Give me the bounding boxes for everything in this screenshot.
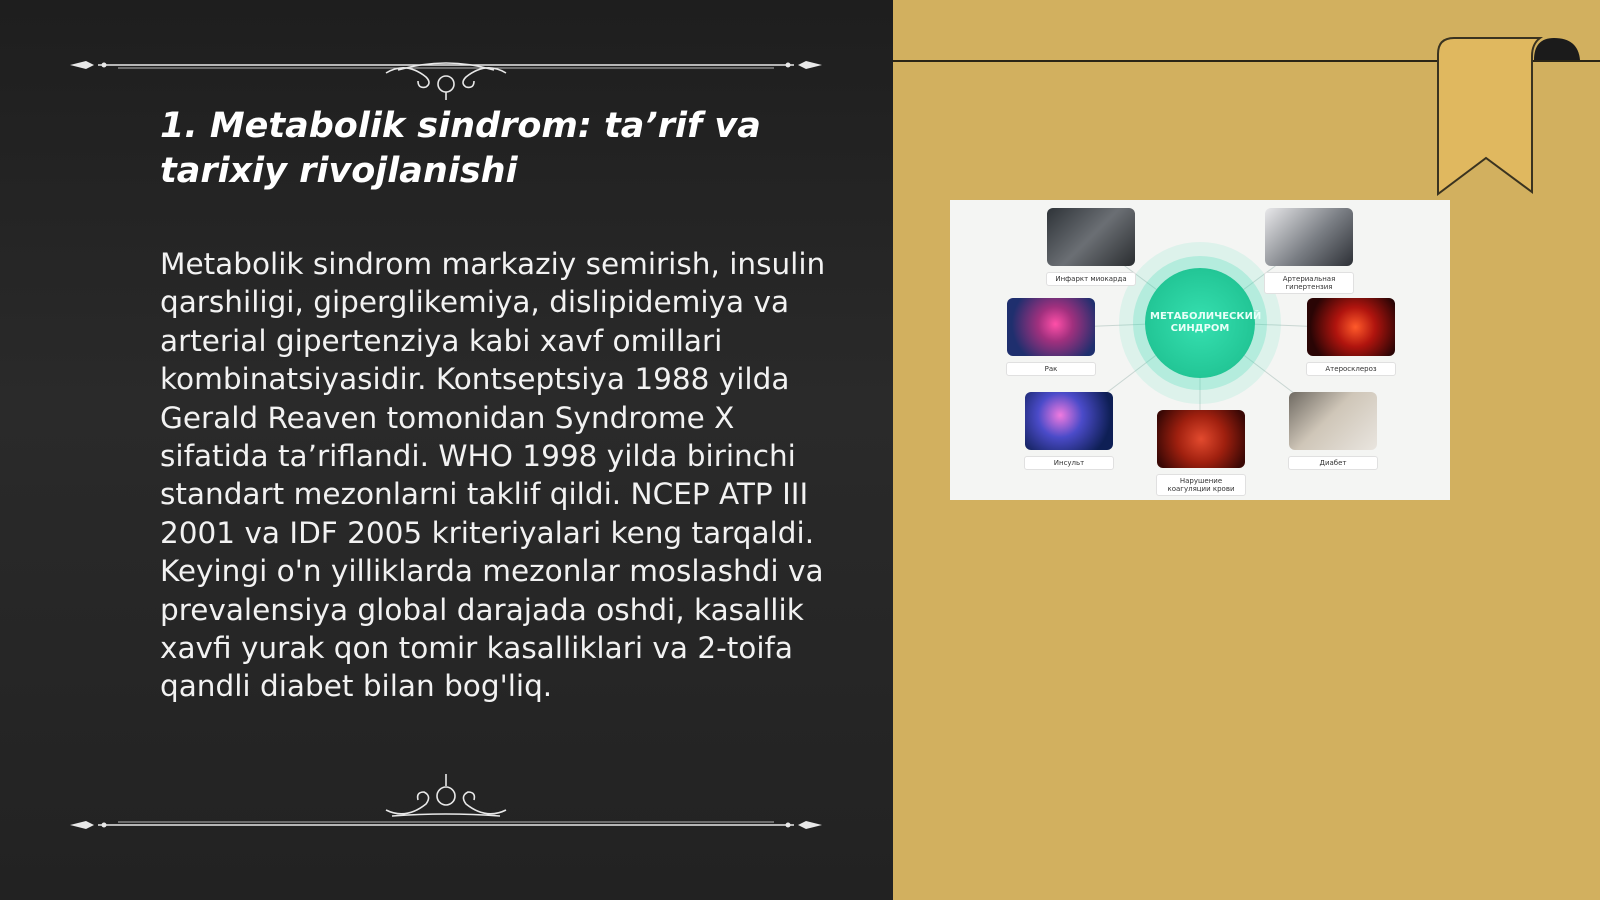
slide-title: 1. Metabolik sindrom: ta’rif va tarixiy rivojlanishi <box>160 106 761 191</box>
center-node-label: МЕТАБОЛИЧЕСКИЙ СИНДРОМ <box>1150 311 1262 334</box>
node-stroke <box>1024 392 1114 470</box>
node-myocardial-infarction <box>1046 208 1136 286</box>
node-diabetes <box>1288 392 1378 470</box>
top-ornament-divider <box>68 40 824 100</box>
node-atherosclerosis <box>1306 298 1396 376</box>
node-label: Нарушение коагуляции крови <box>1156 474 1246 496</box>
node-cancer <box>1006 298 1096 376</box>
bottom-ornament-divider <box>68 770 824 830</box>
slide-body-text: Metabolik sindrom markaziy semirish, insulin qarshiligi, giperglikemiya, dislipidemiya va arterial gipertenziya kabi xavf omillari kombinatsiyasidir. Kontseptsiya 1988 yilda Gerald Reaven tomonidan Syndrome X sifatida ta’riflandi. WHO 1998 yilda birinchi standart mezonlarni taklif qildi. NCEP ATP III 2001 va IDF 2005 kriteriyalari keng tarqaldi. Keyingi o'n yilliklarda mezonlar moslashdi va prevalensiya global darajada oshdi, kasallik xavfi yurak qon tomir kasalliklari va 2-toifa qandli diabet bilan bog'liq. <box>160 247 826 704</box>
node-label: Артериальная гипертензия <box>1264 272 1354 294</box>
blood-cells-photo-icon <box>1157 410 1245 468</box>
node-label: Диабет <box>1288 456 1378 470</box>
node-label: Атеросклероз <box>1306 362 1396 376</box>
center-node <box>1145 268 1262 378</box>
metabolic-syndrome-diagram <box>950 200 1450 500</box>
glowing-brain-head-photo-icon <box>1025 392 1113 450</box>
node-label: Рак <box>1006 362 1096 376</box>
node-arterial-hypertension <box>1264 208 1354 294</box>
bookmark-ribbon-icon <box>1430 34 1590 204</box>
pink-ribbon-photo-icon <box>1007 298 1095 356</box>
node-label: Инсульт <box>1024 456 1114 470</box>
man-holding-chest-photo-icon <box>1047 208 1135 266</box>
glucose-meter-photo-icon <box>1289 392 1377 450</box>
red-heart-arteries-photo-icon <box>1307 298 1395 356</box>
node-label: Инфаркт миокарда <box>1046 272 1136 286</box>
blood-pressure-cuff-photo-icon <box>1265 208 1353 266</box>
node-blood-coagulation-disorder <box>1156 410 1246 496</box>
